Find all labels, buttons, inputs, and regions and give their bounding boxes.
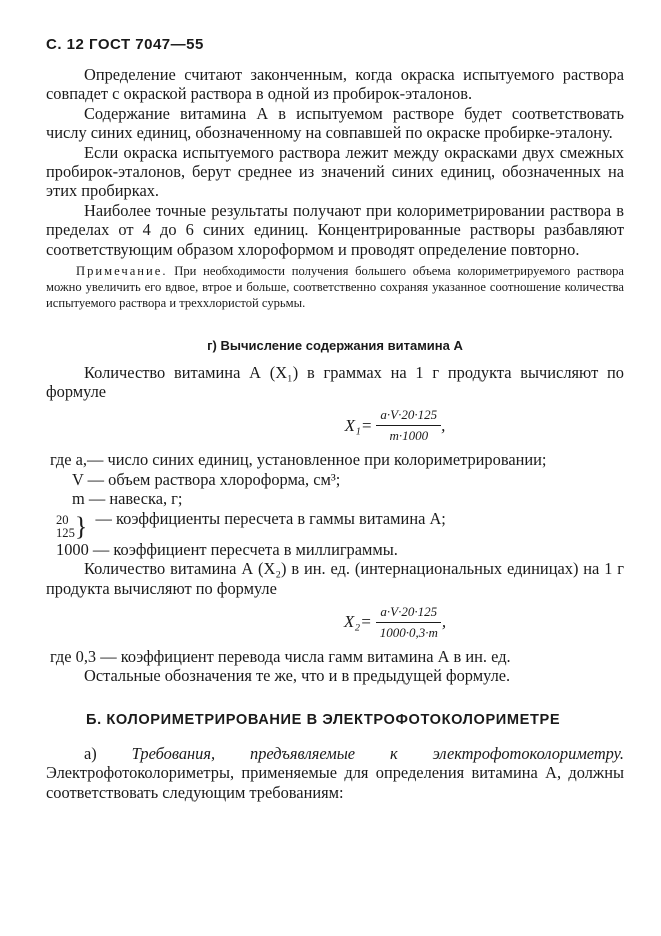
definition-m: m — навеска, г; [72, 489, 183, 509]
formula-x1-suffix: , [441, 415, 446, 435]
formula-x2-numerator: a·V·20·125 [376, 604, 441, 623]
formula-x1 [166, 407, 624, 444]
calc-intro-2: Количество витамина А (X₂) в ин. ед. (интернациональных единицах) на 1 г продукта вычисляют по формуле [46, 559, 624, 598]
definition-coefficients [46, 509, 624, 540]
section-b-item-a [46, 744, 624, 802]
brace-glyph: } [74, 511, 88, 541]
note-text: При необходимости получения большего объема колориметрируемого раствора можно увеличить его вдвое, втрое и больше, соответственно сохраняя указанное соотношение количества испытуемого раствора и треххлористой сурьмы. [46, 264, 624, 311]
coefficient-top: 20 [56, 512, 69, 527]
calc-intro: Количество витамина А (X₁) в граммах на 1 г продукта вычисляют по формуле [46, 362, 624, 402]
calc-rest: Остальные обозначения те же, что и в предыдущей формуле. [84, 666, 511, 686]
formula-x2-lhs: X₂= [343, 612, 372, 632]
section-b-title: Б. КОЛОРИМЕТРИРОВАНИЕ В ЭЛЕКТРОФОТОКОЛОРИМЕТРЕ [86, 711, 561, 728]
note [46, 263, 624, 312]
formula-x2-suffix: , [441, 612, 447, 632]
page-header: С. 12 ГОСТ 7047—55 [46, 36, 204, 53]
document-page [46, 36, 624, 802]
definition-v: V — объем раствора хлороформа, см³; [72, 469, 341, 489]
formula-x2 [166, 604, 624, 641]
formula-x1-lhs: X₁= [344, 415, 373, 435]
paragraph-3: Если окраска испытуемого раствора лежит между окрасками двух смежных пробирок-эталонов, берут среднее из значений синих единиц, обозначенных на этих пробирках. [46, 142, 624, 201]
item-a-text: Электрофотоколориметры, применяемые для определения витамина А, должны соответствовать следующим требованиям: [46, 763, 624, 802]
definition-a: где a,— число синих единиц, установленное при колориметрировании; [50, 450, 547, 470]
formula-x2-denominator: 1000·0,3·m [379, 624, 438, 640]
formula-x2-fraction [376, 604, 442, 641]
formula-x1-numerator: a·V·20·125 [376, 407, 441, 426]
paragraph-1: Определение считают законченным, когда окраска испытуемого раствора совпадет с окраской раствора в одной из пробирок-эталонов. [46, 65, 624, 104]
coefficient-bottom: 125 [56, 525, 75, 540]
paragraph-4: Наиболее точные результаты получают при колориметрировании раствора в пределах от 4 до 6 синих единиц. Концентрированные растворы разбавляют соответствующим образом хлороформом и проводят определение повторно. [46, 200, 624, 259]
coefficient-brace [56, 511, 91, 541]
formula-x1-denominator: m·1000 [389, 428, 429, 444]
formula-x1-fraction [376, 407, 441, 444]
item-a-label: а) [84, 743, 97, 763]
coefficient-text: — коэффициенты пересчета в гаммы витамина А; [95, 508, 446, 528]
definition-03: где 0,3 — коэффициент перевода числа гамм витамина А в ин. ед. [50, 646, 511, 666]
item-a-title: Требования, предъявляемые к электрофотоколориметру. [131, 743, 624, 763]
definition-1000: 1000 — коэффициент пересчета в миллиграммы. [56, 539, 398, 559]
coefficient-stack [56, 514, 75, 540]
subsection-title: г) Вычисление содержания витамина А [207, 337, 463, 353]
paragraph-2: Содержание витамина А в испытуемом растворе будет соответствовать числу синих единиц, обозначенному на совпавшей по окраске пробирке-эталону. [46, 103, 624, 143]
note-label: Примечание. [76, 264, 168, 279]
